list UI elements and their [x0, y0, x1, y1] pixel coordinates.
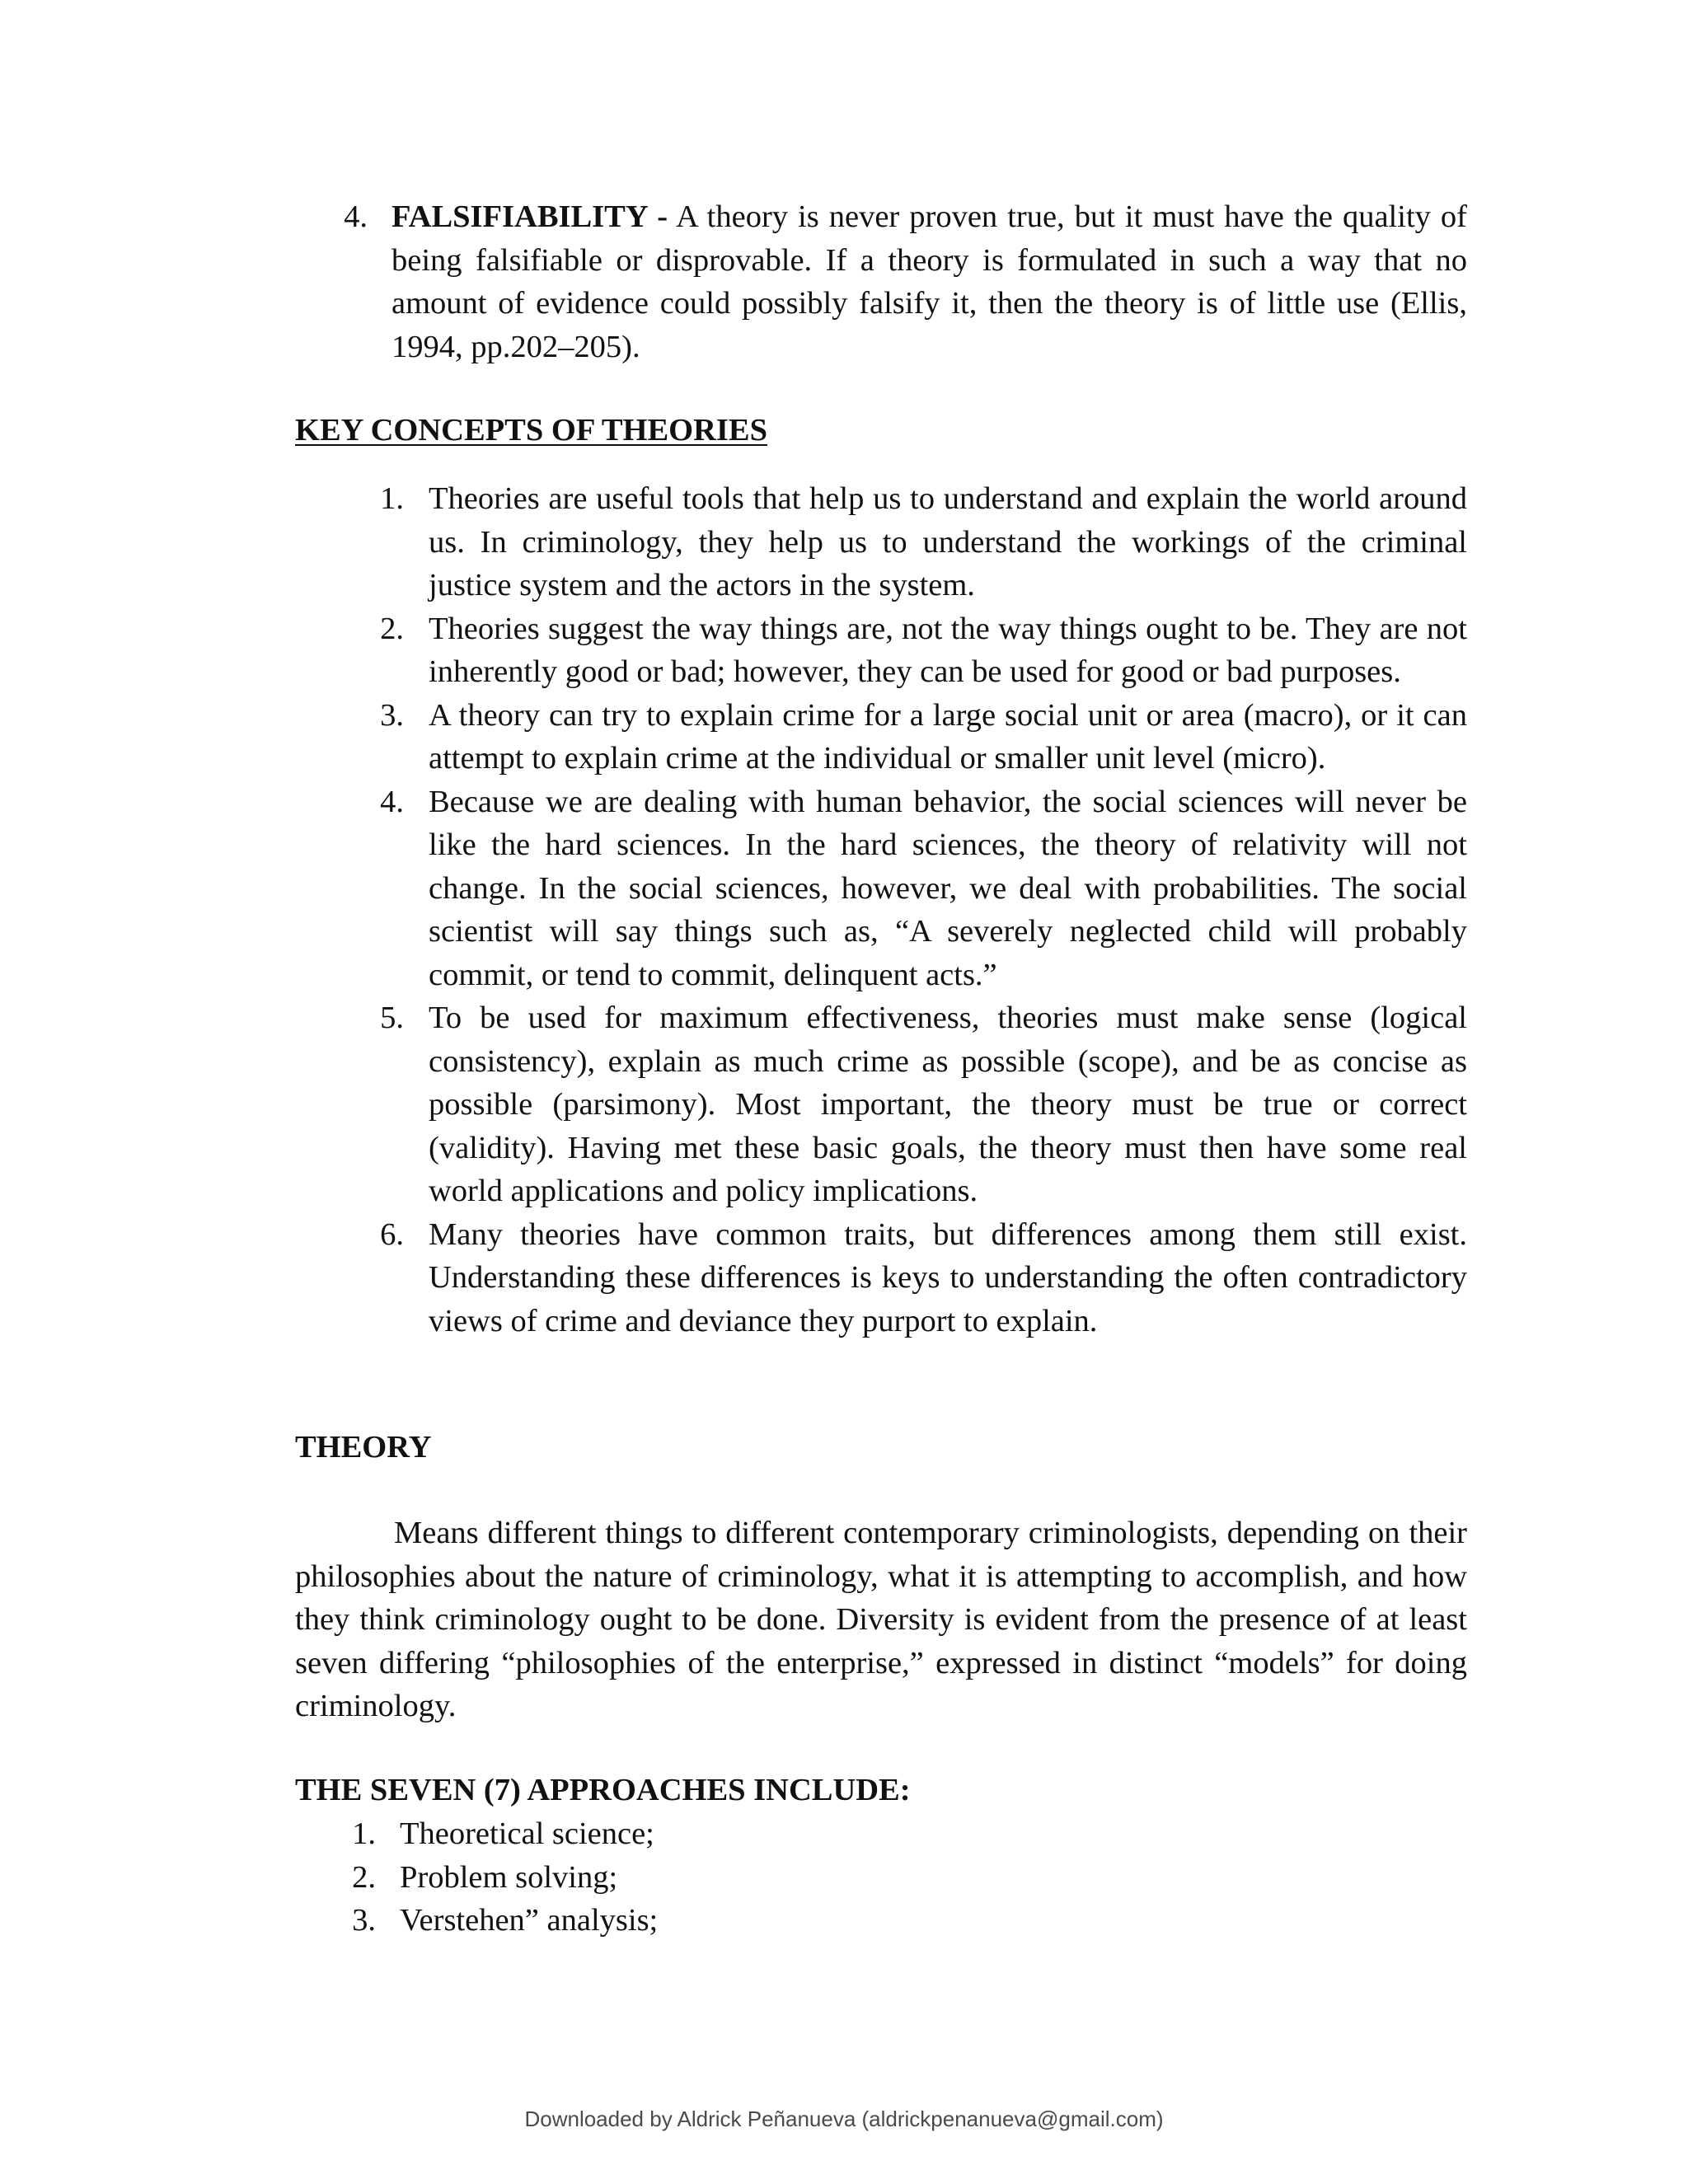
- list-item-text: Verstehen” analysis;: [400, 1903, 659, 1938]
- list-item-text: A theory can try to explain crime for a large social unit or area (macro), or it can attempt to explain crime at the individual or smaller unit level (micro).: [429, 697, 1467, 776]
- list-item-text: Because we are dealing with human behavior, the social sciences will never be like the hard sciences. In the hard sciences, the theory of relativity will not change. In the social sciences, however, we deal with probabilities. The social scientist will say things such as, “A severely neglected child will probably commit, or tend to commit, delinquent acts.”: [429, 784, 1467, 992]
- list-number: 2.: [352, 1859, 376, 1895]
- list-item: [295, 1812, 1467, 1856]
- approaches-list: [295, 1812, 1467, 1943]
- list-item: [295, 996, 1467, 1213]
- list-item: [295, 694, 1467, 780]
- list-item-text: Many theories have common traits, but differences among them still exist. Understanding these differences is keys to understanding the often contradictory views of crime and deviance they purport to explain.: [429, 1216, 1467, 1338]
- list-number: 1.: [380, 481, 404, 516]
- list-item: [295, 1856, 1467, 1900]
- list-number: 4.: [344, 199, 368, 234]
- list-item: [295, 780, 1467, 997]
- list-item: [295, 477, 1467, 607]
- list-number: 3.: [380, 697, 404, 733]
- section-heading-approaches: THE SEVEN (7) APPROACHES INCLUDE:: [295, 1773, 911, 1807]
- list-item: [295, 1213, 1467, 1343]
- list-number: 4.: [380, 784, 404, 819]
- list-item-text: Problem solving;: [400, 1859, 618, 1895]
- list-number: 1.: [352, 1816, 376, 1851]
- theory-paragraph: Means different things to different contemporary criminologists, depending on their philosophies about the nature of criminology, what it is attempting to accomplish, and how they think criminology ought to be done. Diversity is evident from the presence of at least seven differing “philosophies of the enterprise,” expressed in distinct “models” for doing criminology.: [295, 1516, 1467, 1723]
- section-heading-theory: THEORY: [295, 1430, 432, 1465]
- falsifiability-item: [295, 195, 1467, 368]
- list-item-text: To be used for maximum effectiveness, theories must make sense (logical consistency), explain as much crime as possible (scope), and be as concise as possible (parsimony). Most important, the theory must be true or correct (validity). Having met these basic goals, the theory must then have some real world applications and policy implications.: [429, 1001, 1467, 1208]
- list-number: 3.: [352, 1903, 376, 1938]
- list-item: [295, 607, 1467, 694]
- list-number: 5.: [380, 1001, 404, 1035]
- list-number: 6.: [380, 1216, 404, 1252]
- falsifiability-term: FALSIFIABILITY -: [392, 199, 668, 234]
- list-item-text: Theoretical science;: [400, 1816, 654, 1851]
- falsifiability-text: A theory is never proven true, but it must have the quality of being falsifiable or disprovable. If a theory is formulated in such a way that no amount of evidence could possibly falsify it, then the theory is of little use (Ellis, 1994, pp.202–205).: [392, 199, 1467, 364]
- list-item-text: [392, 195, 1467, 368]
- list-item-text: Theories suggest the way things are, not the way things ought to be. They are not inherently good or bad; however, they can be used for good or bad purposes.: [429, 611, 1467, 689]
- key-concepts-list: [295, 477, 1467, 1343]
- list-item-text: Theories are useful tools that help us to understand and explain the world around us. In criminology, they help us to understand the workings of the criminal justice system and the actors in the system.: [429, 481, 1467, 602]
- section-heading-key-concepts: KEY CONCEPTS OF THEORIES: [295, 413, 767, 448]
- list-item: [295, 1899, 1467, 1943]
- list-number: 2.: [380, 611, 404, 646]
- download-footer: Downloaded by Aldrick Peñanueva (aldrickpenanueva@gmail.com): [524, 2107, 1164, 2131]
